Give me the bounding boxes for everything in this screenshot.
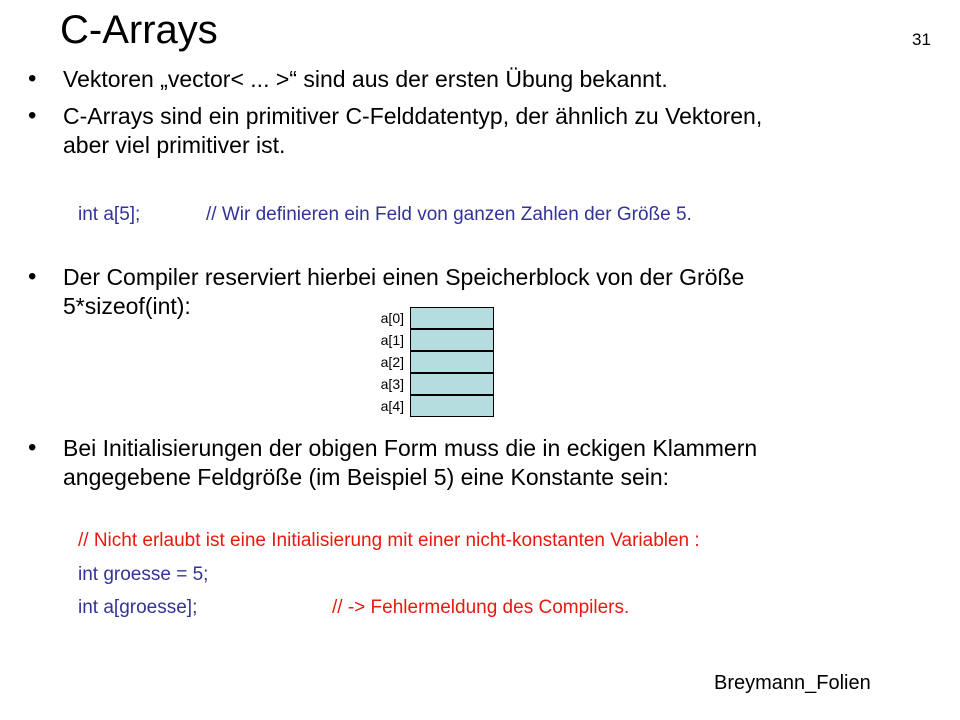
array-cell [410,329,494,351]
code-error-comment: // -> Fehlermeldung des Compilers. [332,597,630,618]
bullet-dot: • [28,263,37,290]
footer-source: Breymann_Folien [714,672,871,694]
bullet-text-line-1: C-Arrays sind ein primitiver C-Felddatentyp, der ähnlich zu Vektoren, [63,103,763,129]
code-array-declaration: int a[groesse]; [78,597,198,618]
array-label: a[0] [380,310,404,326]
code-variable-declaration: int groesse = 5; [78,564,209,585]
bullet-text-line-2: aber viel primitiver ist. [63,132,286,158]
slide-number: 31 [912,30,931,49]
bullet-dot: • [28,434,37,461]
array-label: a[3] [380,376,404,392]
bullet-text-line-1: Bei Initialisierungen der obigen Form muss die in eckigen Klammern [63,435,758,461]
array-label: a[1] [380,332,404,348]
bullet-text-line-2: angegebene Feldgröße (im Beispiel 5) eine Konstante sein: [63,464,670,490]
code-declaration: int a[5]; [78,204,141,225]
bullet-text: Vektoren „vector< ... >“ sind aus der ersten Übung bekannt. [63,66,668,92]
array-cell [410,373,494,395]
array-label: a[2] [380,354,404,370]
bullet-dot: • [28,65,37,92]
bullet-dot: • [28,102,37,129]
array-label: a[4] [380,398,404,414]
array-cell [410,395,494,417]
code-comment: // Wir definieren ein Feld von ganzen Zahlen der Größe 5. [206,204,692,225]
array-cell [410,351,494,373]
code-comment-not-allowed: // Nicht erlaubt ist eine Initialisierung mit einer nicht-konstanten Variablen : [78,530,700,551]
array-cell [410,307,494,329]
bullet-text-line-1: Der Compiler reserviert hierbei einen Speicherblock von der Größe [63,264,745,290]
bullet-text-line-2: 5*sizeof(int): [63,293,191,319]
slide-title: C-Arrays [60,8,218,52]
